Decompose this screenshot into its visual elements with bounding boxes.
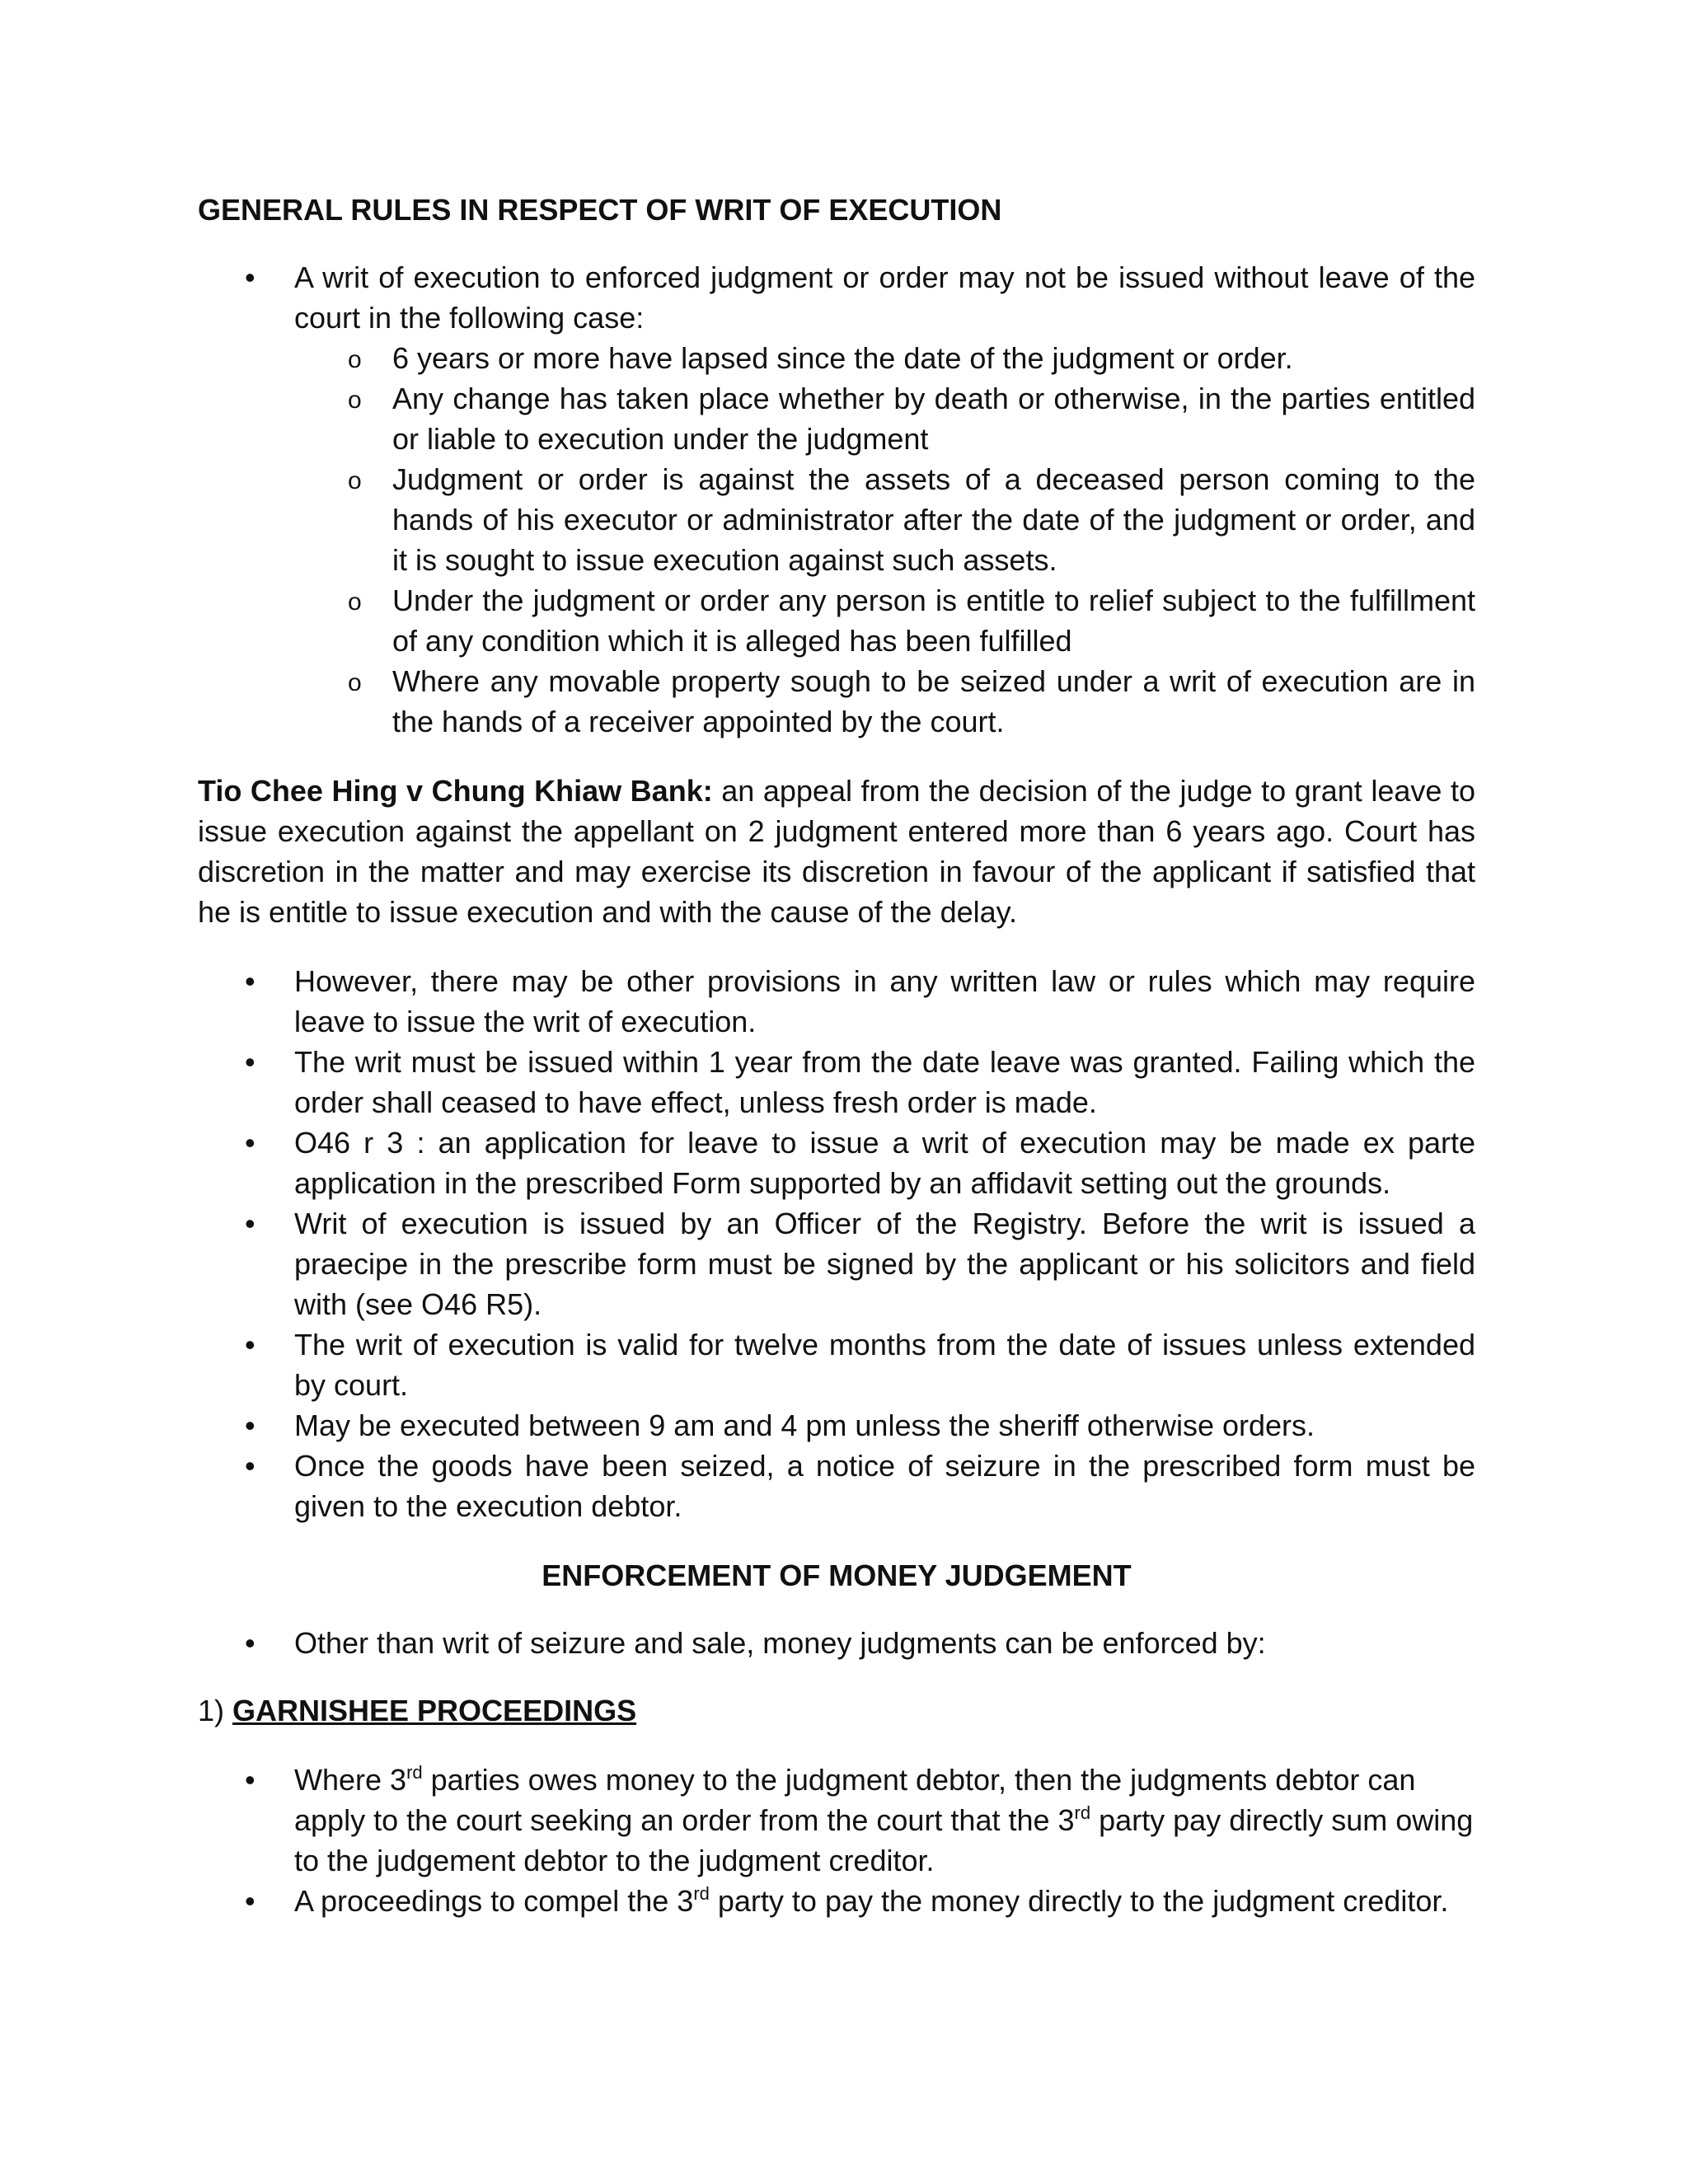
text-run: party pay directly sum owing to the judgement debtor to the judgment creditor.: [294, 1803, 1474, 1877]
subsection-title: GARNISHEE PROCEEDINGS: [232, 1694, 637, 1727]
list-item: • However, there may be other provisions in any written law or rules which may require leave to issue the writ of execution.: [198, 961, 1475, 1042]
document-page: [198, 190, 1475, 1921]
bullet-list-leave-required: [198, 257, 1475, 742]
list-item: • Once the goods have been seized, a notice of seizure in the prescribed form must be given to the execution debtor.: [198, 1446, 1475, 1526]
case-text: an appeal from the decision of the judge to grant leave to issue execution against the appellant on 2 judgment entered more than 6 years ago. Court has discretion in the matter and may exercise its discretion in favour of the applicant if satisfied that he is entitle to issue execution and with the cause of the delay.: [198, 774, 1475, 929]
list-item: [198, 1881, 1475, 1921]
list-item: [198, 1760, 1475, 1881]
superscript: rd: [406, 1762, 423, 1783]
list-item: • The writ of execution is valid for twelve months from the date of issues unless extended by court.: [198, 1324, 1475, 1405]
sub-list-cases: [294, 338, 1475, 742]
bullet-list-enforcement: [198, 1623, 1475, 1663]
sub-list-item: o Where any movable property sough to be seized under a writ of execution are in the hands of a receiver appointed by the court.: [294, 661, 1475, 742]
text-run: A proceedings to compel the 3: [294, 1884, 694, 1918]
section-heading-money-judgement: ENFORCEMENT OF MONEY JUDGEMENT: [542, 1558, 1132, 1592]
section-heading-writ-of-execution: GENERAL RULES IN RESPECT OF WRIT OF EXECUTION: [198, 193, 1002, 227]
superscript: rd: [693, 1883, 710, 1904]
text-run: party to pay the money directly to the judgment creditor.: [709, 1884, 1449, 1918]
case-name: Tio Chee Hing v Chung Khiaw Bank:: [198, 774, 713, 808]
sub-list-item: o 6 years or more have lapsed since the date of the judgment or order.: [294, 338, 1475, 378]
list-item: • May be executed between 9 am and 4 pm unless the sheriff otherwise orders.: [198, 1405, 1475, 1446]
list-item: [198, 257, 1475, 742]
subsection-heading-garnishee: [198, 1690, 1475, 1731]
case-paragraph: [198, 771, 1475, 932]
sub-list-item: o Under the judgment or order any person is entitle to relief subject to the fulfillment of any condition which it is alleged has been fulfilled: [294, 580, 1475, 661]
list-item: • Other than writ of seizure and sale, money judgments can be enforced by:: [198, 1623, 1475, 1663]
bullet-list-writ-rules: [198, 961, 1475, 1526]
text-run: Where 3: [294, 1763, 407, 1797]
list-item: • O46 r 3 : an application for leave to issue a writ of execution may be made ex parte application in the prescribed Form supported by an affidavit setting out the grounds.: [198, 1122, 1475, 1203]
text-run: parties owes money to the judgment debtor, then the judgments debtor can apply to the court seeking an order from the court that the 3: [294, 1763, 1416, 1837]
superscript: rd: [1074, 1802, 1091, 1823]
bullet-list-garnishee: [198, 1760, 1475, 1921]
subsection-number: 1): [198, 1694, 233, 1727]
list-item-text: A writ of execution to enforced judgment or order may not be issued without leave of the court in the following case:: [294, 260, 1475, 335]
sub-list-item: o Any change has taken place whether by death or otherwise, in the parties entitled or liable to execution under the judgment: [294, 378, 1475, 459]
list-item: • Writ of execution is issued by an Officer of the Registry. Before the writ is issued a praecipe in the prescribe form must be signed by the applicant or his solicitors and field with (see O46 R5).: [198, 1203, 1475, 1324]
list-item: • The writ must be issued within 1 year from the date leave was granted. Failing which the order shall ceased to have effect, unless fresh order is made.: [198, 1042, 1475, 1122]
sub-list-item: o Judgment or order is against the assets of a deceased person coming to the hands of his executor or administrator after the date of the judgment or order, and it is sought to issue execution against such assets.: [294, 459, 1475, 580]
